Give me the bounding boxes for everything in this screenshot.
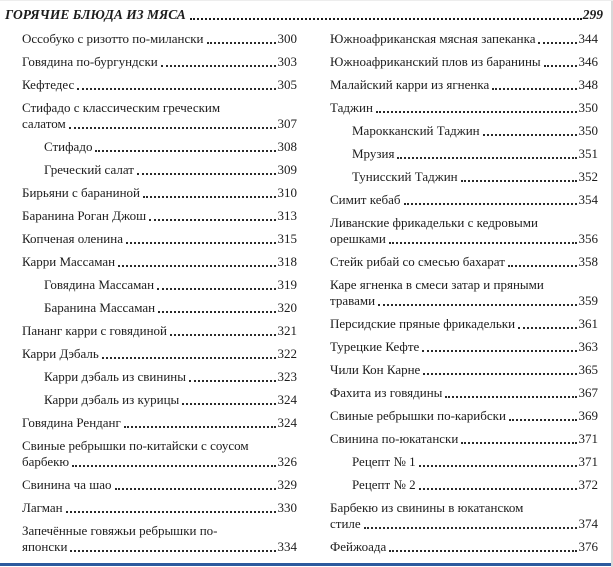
toc-entry-title: травами	[330, 293, 376, 308]
page-number: 319	[277, 277, 297, 292]
chapter-heading[interactable]	[5, 6, 603, 23]
toc-entry[interactable]	[330, 169, 598, 185]
dot-leader	[419, 488, 577, 490]
toc-entry-title: барбекю	[22, 454, 70, 469]
chapter-title: ГОРЯЧИЕ БЛЮДА ИЗ МЯСА	[5, 7, 186, 22]
toc-entry-title: Стейк рибай со смесью бахарат	[330, 254, 505, 269]
page-number: 376	[578, 539, 598, 554]
toc-entry-title: Бирьяни с бараниной	[22, 185, 140, 200]
page-number: 372	[578, 477, 598, 492]
page-number: 322	[277, 346, 297, 361]
page-number: 324	[277, 392, 297, 407]
toc-entry-title: Карри Массаман	[22, 254, 116, 269]
dot-leader	[389, 550, 576, 552]
toc-entry-title: Марокканский Таджин	[352, 123, 480, 138]
page-number: 363	[578, 339, 598, 354]
toc-entry[interactable]	[330, 54, 598, 70]
toc-entry-title: Карри Дэбаль	[22, 346, 99, 361]
page-number: 334	[277, 539, 297, 554]
page-number: 367	[578, 385, 598, 400]
toc-entry-title: Малайский карри из ягненка	[330, 77, 490, 92]
toc-entry[interactable]	[330, 408, 598, 424]
toc-entry-title: Карри дэбаль из курицы	[44, 392, 180, 407]
dot-leader	[461, 180, 577, 182]
dot-leader	[207, 42, 276, 44]
page-number: 350	[578, 123, 598, 138]
toc-entry[interactable]	[22, 523, 297, 555]
dot-leader	[189, 380, 276, 382]
page-number: 315	[277, 231, 297, 246]
page-number: 365	[578, 362, 598, 377]
toc-entry-title: салатом	[22, 116, 66, 131]
page-number: 371	[578, 431, 598, 446]
dot-leader	[157, 288, 275, 290]
dot-leader	[538, 42, 576, 44]
page-number: 324	[277, 415, 297, 430]
page-number: 321	[277, 323, 297, 338]
toc-entry-title: Копченая оленина	[22, 231, 123, 246]
dot-leader	[509, 419, 577, 421]
dot-leader	[508, 265, 577, 267]
dot-leader	[397, 157, 576, 159]
toc-entry-title: Фейжоада	[330, 539, 387, 554]
toc-entry[interactable]	[330, 254, 598, 270]
page-number: 344	[578, 31, 598, 46]
toc-entry-title: Свинина ча шао	[22, 477, 112, 492]
dot-leader	[70, 550, 275, 552]
toc-entry[interactable]	[330, 454, 598, 470]
page-number: 320	[277, 300, 297, 315]
page-number: 352	[578, 169, 598, 184]
toc-entry[interactable]	[22, 346, 297, 362]
dot-leader	[102, 357, 276, 359]
dot-leader	[143, 196, 276, 198]
toc-entry[interactable]	[22, 477, 297, 493]
toc-entry-title: Кефтедес	[22, 77, 75, 92]
toc-entry-title: Баранина Массаман	[44, 300, 156, 315]
toc-entry-title: Ливанские фрикадельки с кедровыми	[330, 215, 538, 230]
toc-entry[interactable]	[22, 300, 297, 316]
dot-leader	[518, 327, 576, 329]
toc-entry-title: Стифадо	[44, 139, 93, 154]
page-number: 323	[277, 369, 297, 384]
page-number: 303	[277, 54, 297, 69]
toc-entry-title: Барбекю из свинины в юкатанском	[330, 500, 524, 515]
bottom-accent-line	[0, 563, 611, 566]
toc-entry[interactable]	[330, 146, 598, 162]
toc-entry-title: Южноафриканский плов из баранины	[330, 54, 541, 69]
page-number: 348	[578, 77, 598, 92]
toc-entry[interactable]	[22, 500, 297, 516]
toc-entry-title: Тунисский Таджин	[352, 169, 458, 184]
toc-entry-title: Свиные ребрышки по-китайски с соусом	[22, 438, 249, 453]
toc-entry[interactable]	[22, 415, 297, 431]
dot-leader	[423, 373, 576, 375]
toc-entry[interactable]	[22, 254, 297, 270]
dot-leader	[124, 426, 276, 428]
toc-entry-title: Оссобуко с ризотто по-милански	[22, 31, 204, 46]
toc-entry[interactable]	[22, 208, 297, 224]
toc-entry-title: Свинина по-юкатански	[330, 431, 459, 446]
dot-leader	[158, 311, 275, 313]
dot-leader	[544, 65, 577, 67]
toc-entry-title: Говядина Массаман	[44, 277, 155, 292]
dot-leader	[182, 403, 275, 405]
dot-leader	[118, 265, 275, 267]
page-number: 309	[277, 162, 297, 177]
page-number: 350	[578, 100, 598, 115]
dot-leader	[461, 442, 576, 444]
page-number: 326	[277, 454, 297, 469]
toc-entry[interactable]	[22, 231, 297, 247]
toc-entry-title: Мрузия	[352, 146, 395, 161]
toc-entry[interactable]	[22, 277, 297, 293]
toc-entry-title: Южноафриканская мясная запеканка	[330, 31, 536, 46]
dot-leader	[378, 304, 576, 306]
toc-entry[interactable]	[22, 185, 297, 201]
toc-entry[interactable]	[330, 316, 598, 332]
toc-entry[interactable]	[330, 31, 598, 47]
toc-columns	[5, 31, 603, 562]
chapter-page-number: 299	[582, 7, 603, 22]
toc-entry[interactable]	[330, 385, 598, 401]
page-number: 371	[578, 454, 598, 469]
page-number: 359	[578, 293, 598, 308]
toc-entry-title: Персидские пряные фрикадельки	[330, 316, 516, 331]
page-number: 369	[578, 408, 598, 423]
toc-entry[interactable]	[330, 100, 598, 116]
dot-leader	[404, 203, 577, 205]
toc-content	[0, 1, 613, 562]
toc-entry[interactable]	[330, 339, 598, 355]
dot-leader	[77, 88, 275, 90]
toc-entry[interactable]	[22, 438, 297, 470]
toc-entry-title: Стифадо с классическим греческим	[22, 100, 221, 115]
dot-leader	[483, 134, 577, 136]
page-number: 356	[578, 231, 598, 246]
toc-entry[interactable]	[330, 362, 598, 378]
toc-entry[interactable]	[22, 77, 297, 93]
dot-leader	[137, 173, 276, 175]
toc-entry-title: стиле	[330, 516, 361, 531]
dot-leader	[149, 219, 275, 221]
toc-entry[interactable]	[22, 369, 297, 385]
toc-entry-title: Чили Кон Карне	[330, 362, 421, 377]
page-number: 374	[578, 516, 598, 531]
toc-entry-title: Симит кебаб	[330, 192, 401, 207]
toc-entry-title: Рецепт № 1	[352, 454, 416, 469]
page-number: 330	[277, 500, 297, 515]
dot-leader	[69, 127, 276, 129]
toc-entry[interactable]	[22, 139, 297, 155]
toc-entry[interactable]	[330, 77, 598, 93]
dot-leader	[170, 334, 276, 336]
page-number: 351	[578, 146, 598, 161]
dot-leader	[72, 465, 275, 467]
toc-entry-title: Баранина Роган Джош	[22, 208, 147, 223]
page-number: 329	[277, 477, 297, 492]
dot-leader	[445, 396, 576, 398]
toc-entry[interactable]	[22, 31, 297, 47]
toc-entry-title: Лагман	[22, 500, 63, 515]
page-number: 300	[277, 31, 297, 46]
toc-entry[interactable]	[330, 431, 598, 447]
toc-column	[330, 31, 598, 562]
toc-entry-title: Говядина по-бургундски	[22, 54, 158, 69]
page-number: 307	[277, 116, 297, 131]
page-number: 313	[277, 208, 297, 223]
toc-entry-title: Фахита из говядины	[330, 385, 443, 400]
page-number: 310	[277, 185, 297, 200]
toc-entry[interactable]	[22, 54, 297, 70]
toc-entry[interactable]	[330, 215, 598, 247]
page-number: 354	[578, 192, 598, 207]
toc-column	[5, 31, 297, 562]
page-number: 346	[578, 54, 598, 69]
toc-entry-title: Пананг карри с говядиной	[22, 323, 167, 338]
toc-entry-title: Каре ягненка в смеси затар и пряными	[330, 277, 544, 292]
toc-entry[interactable]	[330, 277, 598, 309]
toc-entry-title: Рецепт № 2	[352, 477, 416, 492]
page-number: 318	[277, 254, 297, 269]
dot-leader	[190, 18, 582, 20]
dot-leader	[376, 111, 577, 113]
dot-leader	[422, 350, 576, 352]
dot-leader	[161, 65, 276, 67]
toc-entry-title: Таджин	[330, 100, 373, 115]
toc-entry[interactable]	[330, 539, 598, 555]
dot-leader	[115, 488, 276, 490]
page-number: 358	[578, 254, 598, 269]
page-number: 308	[277, 139, 297, 154]
toc-entry[interactable]	[330, 123, 598, 139]
toc-entry-title: Турецкие Кефте	[330, 339, 420, 354]
page-number: 305	[277, 77, 297, 92]
toc-entry[interactable]	[22, 392, 297, 408]
toc-entry-title: японски	[22, 539, 68, 554]
dot-leader	[492, 88, 576, 90]
toc-entry-title: орешками	[330, 231, 386, 246]
toc-entry[interactable]	[330, 500, 598, 532]
toc-entry[interactable]	[22, 162, 297, 178]
toc-entry-title: Карри дэбаль из свинины	[44, 369, 186, 384]
dot-leader	[364, 527, 577, 529]
dot-leader	[389, 242, 577, 244]
dot-leader	[95, 150, 275, 152]
dot-leader	[126, 242, 276, 244]
toc-entry-title: Говядина Ренданг	[22, 415, 121, 430]
dot-leader	[66, 511, 276, 513]
toc-entry[interactable]	[330, 477, 598, 493]
dot-leader	[419, 465, 577, 467]
toc-entry[interactable]	[22, 323, 297, 339]
toc-entry-title: Греческий салат	[44, 162, 134, 177]
toc-entry[interactable]	[22, 100, 297, 132]
toc-entry[interactable]	[330, 192, 598, 208]
page-number: 361	[578, 316, 598, 331]
toc-entry-title: Свиные ребрышки по-карибски	[330, 408, 506, 423]
toc-entry-title: Запечённые говяжьи ребрышки по-	[22, 523, 218, 538]
